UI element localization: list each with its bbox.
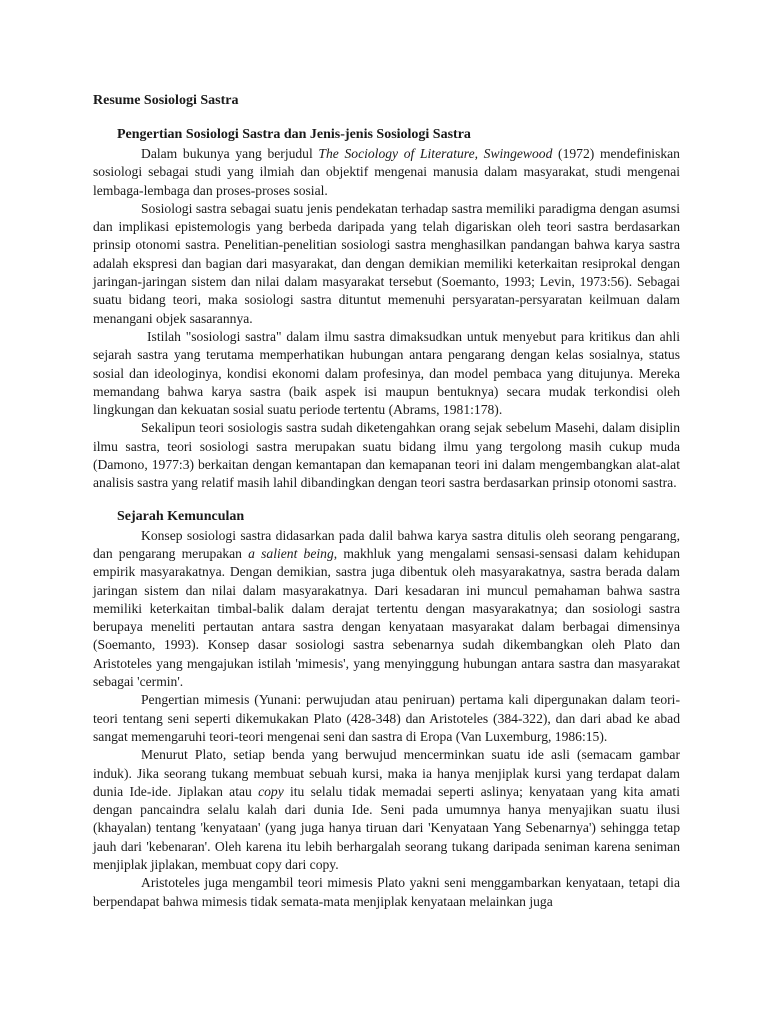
section-heading-history: Sejarah Kemunculan: [117, 508, 245, 524]
paragraph: Sosiologi sastra sebagai suatu jenis pendekatan terhadap sastra memiliki paradigma dengan asumsi dan implikasi epistemologis yang berbeda daripada yang telah digariskan oleh teori sastra berdasarkan prinsip otonomi sastra. Penelitian-penelitian sosiologi sastra menghasilkan pandangan bahwa karya sastra adalah ekspresi dan bagian dari masyarakat, dan dengan demikian memiliki keterkaitan resiprokal dengan jaringan-jaringan sistem dan nilai dalam masyarakat tersebut (Soemanto, 1993; Levin, 1973:56). Sebagai suatu bidang teori, maka sosiologi sastra dituntut memenuhi persyaratan-persyaratan keilmuan dalam menangani objek sasarannya.: [93, 200, 680, 326]
paragraph-text: Menurut Plato, setiap benda yang berwujud mencerminkan suatu ide asli (semacam gambar induk). Jika seorang tukang membuat sebuah kursi, maka ia hanya menjiplak kursi yang terdapat dalam dunia Ide-ide. Jiplakan atau: [93, 747, 680, 799]
paragraph-italic-text: a salient being: [248, 545, 334, 561]
paragraph: Istilah "sosiologi sastra" dalam ilmu sastra dimaksudkan untuk menyebut para kritikus dan ahli sejarah sastra yang terutama memperhatikan hubungan antara pengarang dengan kelas sosialnya, status sosial dan ideologinya, kondisi ekonomi dalam profesinya, dan model pembaca yang ditujunya. Mereka memandang bahwa karya sastra (baik aspek isi maupun bentuknya) secara mudak terkondisi oleh lingkungan dan kekuatan sosial suatu periode tertentu (Abrams, 1981:178).: [93, 328, 680, 418]
document-title: Resume Sosiologi Sastra: [93, 93, 239, 108]
paragraph-text: Konsep sosiologi sastra didasarkan pada dalil bahwa karya sastra ditulis oleh seorang pengarang, dan pengarang merupakan: [93, 527, 680, 561]
paragraph: [93, 145, 680, 200]
paragraph-text: , makhluk yang mengalami sensasi-sensasi dalam kehidupan empirik masyarakatnya. Dengan demikian, sastra juga dibentuk oleh masyarakatnya, sastra berada dalam jaringan sistem dan nilai dalam masyarakatnya. Dari kesadaran ini muncul pemahaman bahwa sastra memiliki keterkaitan timbal-balik dalam derajat tertentu dengan masyarakatnya; dan sosiologi sastra berupaya meneliti pertautan antara sastra dengan kenyataan masyarakat dalam berbagai dimensinya (Soemanto, 1993). Konsep dasar sosiologi sastra sebenarnya sudah dikembangkan oleh Plato dan Aristoteles yang mengajukan istilah 'mimesis', yang menyinggung hubungan antara sastra dan masyarakat sebagai 'cermin'.: [93, 545, 680, 690]
paragraph: Aristoteles juga mengambil teori mimesis Plato yakni seni menggambarkan kenyataan, tetapi dia berpendapat bahwa mimesis tidak semata-mata menjiplak kenyataan melainkan juga: [93, 875, 680, 909]
paragraph: Pengertian mimesis (Yunani: perwujudan atau peniruan) pertama kali dipergunakan dalam teori-teori tentang seni seperti dikemukakan Plato (428-348) dan Aristoteles (384-322), dan dari abad ke abad sangat memengaruhi teori-teori mengenai seni dan sastra di Eropa (Van Luxemburg, 1986:15).: [93, 692, 680, 744]
paragraph: [93, 527, 680, 692]
section-heading-definition: Pengertian Sosiologi Sastra dan Jenis-jenis Sosiologi Sastra: [117, 127, 471, 142]
paragraph-text: (1972) mendefiniskan sosiologi sebagai studi yang ilmiah dan objektif mengenai manusia dalam masyarakat, studi mengenai lembaga-lembaga dan proses-proses sosial.: [93, 146, 680, 198]
paragraph-italic-text: copy: [258, 783, 284, 799]
paragraph: Sekalipun teori sosiologis sastra sudah diketengahkan orang sejak sebelum Masehi, dalam disiplin ilmu sastra, teori sosiologi sastra merupakan suatu bidang ilmu yang tergolong masih cukup muda (Damono, 1977:3) berkaitan dengan kemantapan dan kemapanan teori ini dalam mengembangkan alat-alat analisis sastra yang relatif masih lahil dibandingkan dengan teori sastra berdasarkan prinsip otonomi sastra.: [93, 420, 680, 491]
paragraph: [93, 746, 680, 874]
paragraph-italic-text: The Sociology of Literature, Swingewood: [318, 146, 553, 161]
paragraph-text: itu selalu tidak memadai seperti aslinya; kenyataan yang kita amati dengan pancaindra selalu kalah dari dunia Ide. Seni pada umumnya hanya menyajikan suatu ilusi (khayalan) tentang 'kenyataan' (yang juga hanya tiruan dari 'Kenyataan Yang Sebenarnya') sehingga tetap jauh dari 'kebenaran'. Oleh karena itu lebih berhargalah seorang tukang daripada seniman karena seniman menjiplak jiplakan, membuat copy dari copy.: [93, 783, 680, 872]
paragraph-text: Dalam bukunya yang berjudul: [141, 146, 319, 161]
